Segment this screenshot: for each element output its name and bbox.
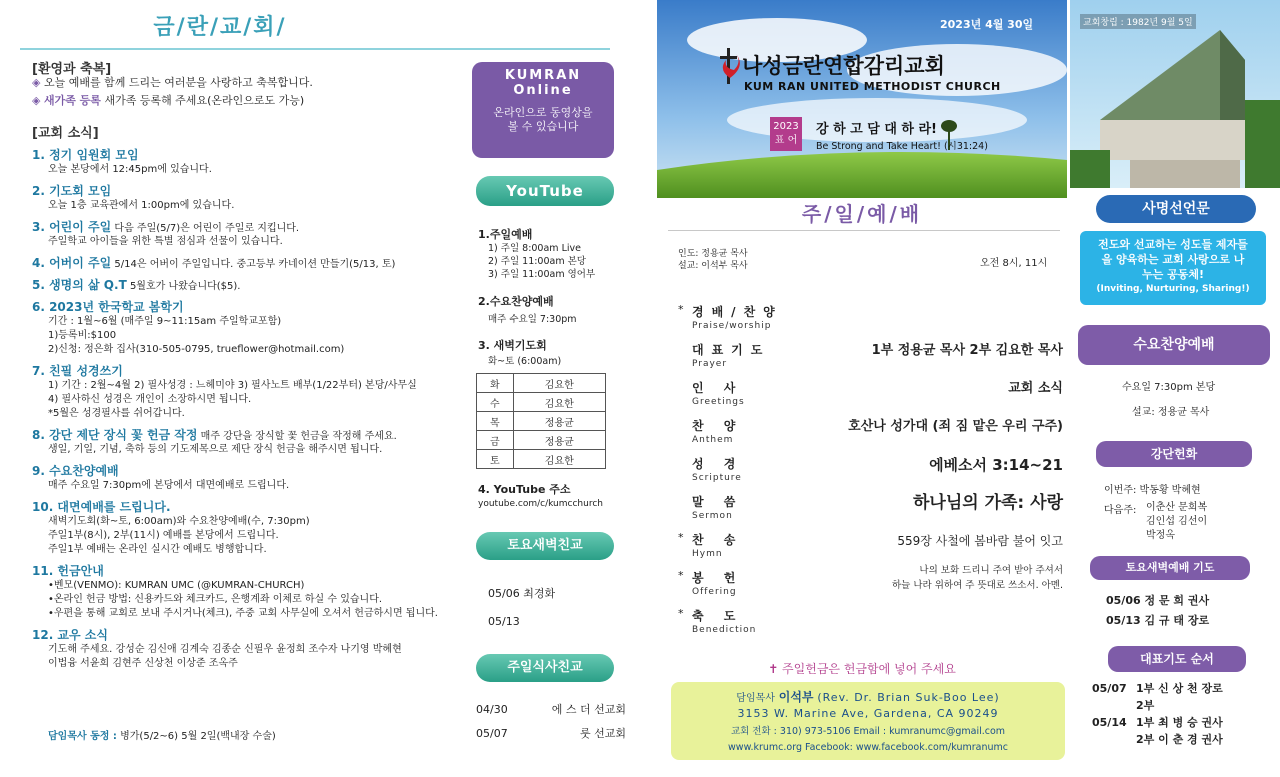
news-item-title bbox=[32, 254, 452, 271]
meal-fellowship-row bbox=[476, 722, 626, 746]
news-item-title bbox=[32, 276, 452, 293]
news-item-line: 1) 기간 : 2월~4월 2) 필사성경 : 느헤미야 3) 필사노트 배부(1/22부터) 본당/사무실 bbox=[48, 380, 417, 391]
motto-ko: 강 하 고 담 대 하 라! bbox=[816, 122, 937, 137]
duty-cell: 수 bbox=[477, 393, 514, 412]
news-item-line: 기도해 주세요. 강성순 김신애 김계숙 김종순 신필우 윤정희 조수자 나기영 박혜현 bbox=[48, 644, 402, 655]
duty-cell: 김요한 bbox=[513, 450, 605, 469]
footer-pastor-label: 담임목사 bbox=[736, 693, 775, 704]
liturgy-name-en: Offering bbox=[692, 587, 737, 597]
youtube-address bbox=[478, 481, 603, 509]
news-item-line: 주일학교 아이들을 위한 특별 점심과 선물이 있습니다. bbox=[48, 236, 283, 247]
wednesday-speaker: 설교: 정용균 목사 bbox=[1132, 407, 1210, 418]
news-item-heading: 10. 대면예배를 드립니다. bbox=[32, 500, 171, 514]
liturgy-name-ko: 말 씀 bbox=[692, 495, 744, 509]
news-item-title bbox=[32, 562, 452, 579]
welcome-line-2 bbox=[32, 94, 304, 108]
year-badge: 2023 표 어 bbox=[770, 117, 802, 151]
news-item-heading: 2. 기도회 모임 bbox=[32, 184, 112, 198]
flower-next-name: 이춘산 문희복 bbox=[1146, 502, 1208, 513]
mission-pill: 사명선언문 bbox=[1096, 195, 1256, 223]
liturgy-detail-line: 에베소서 3:14~21 bbox=[929, 456, 1063, 474]
online-text: 온라인으로 동영상을 볼 수 있습니다 bbox=[493, 106, 593, 133]
sunday-line: 1) 주일 8:00am Live bbox=[488, 243, 581, 254]
prayer-order-date bbox=[1092, 697, 1136, 714]
news-item-inline: 5월호가 나왔습니다($5). bbox=[126, 281, 241, 292]
liturgy-name-en: Benediction bbox=[692, 625, 757, 635]
welcome-text-1: 오늘 예배를 함께 드리는 여러분을 사랑하고 축복합니다. bbox=[43, 76, 313, 89]
wednesday-line: 매주 수요일 7:30pm bbox=[488, 314, 577, 325]
liturgy-name-ko: 찬 송 bbox=[692, 533, 744, 547]
mission-box bbox=[1080, 231, 1266, 305]
pastor-status-label: 담임목사 동정 : bbox=[48, 731, 117, 742]
saturday-fellowship-item: 05/13 bbox=[488, 615, 520, 628]
dawn-duty-table bbox=[476, 373, 606, 469]
duty-cell: 목 bbox=[477, 412, 514, 431]
liturgy-name-en: Praise/worship bbox=[692, 321, 772, 331]
prayer-order-row bbox=[1092, 680, 1272, 697]
bulletin-date: 2023년 4월 30일 bbox=[940, 18, 1034, 31]
duty-row bbox=[477, 412, 606, 431]
news-item-title bbox=[32, 498, 452, 515]
liturgy-row bbox=[678, 379, 1063, 417]
news-item-line: 기간 : 1월~6월 (매주일 9~11:15am 주일학교포함) bbox=[48, 316, 282, 327]
prayer-order-list bbox=[1092, 680, 1272, 748]
news-item bbox=[32, 362, 452, 421]
news-item bbox=[32, 146, 452, 177]
footer-pastor bbox=[671, 688, 1065, 705]
meal-group: 에 스 더 선교회 bbox=[551, 703, 626, 716]
welcome-bold: 새가족 등록 bbox=[43, 94, 101, 107]
news-item-line: 생일, 기일, 기념, 축하 등의 기도제목으로 제단 장식 헌금을 해주시면 됩니다. bbox=[48, 444, 383, 455]
liturgy-name-ko: 봉 헌 bbox=[692, 571, 744, 585]
sunday-line: 2) 주일 11:00am 본당 bbox=[488, 256, 586, 267]
liturgy-detail-line: 하나님의 가족: 사랑 bbox=[912, 493, 1063, 513]
news-item-title bbox=[32, 218, 452, 235]
prayer-order-date: 05/07 bbox=[1092, 682, 1127, 695]
liturgy-detail-line: 교회 소식 bbox=[1008, 381, 1063, 396]
footer-phone-email[interactable]: 교회 전화 : 310) 973-5106 Email : kumranumc@gmail.com bbox=[730, 726, 1006, 737]
mission-en: (Inviting, Nurturing, Sharing!) bbox=[1096, 284, 1250, 294]
welcome-heading: [환영과 축복] bbox=[32, 62, 112, 77]
news-item-inline: 5/14은 어버이 주일입니다. 중고등부 카네이션 만들기(5/13, 토) bbox=[111, 259, 396, 270]
news-item-title bbox=[32, 626, 452, 643]
liturgy-detail-line: 호산나 성가대 (죄 짐 맡은 우리 구주) bbox=[848, 419, 1063, 434]
liturgy-row bbox=[678, 341, 1063, 379]
news-item-line: *5월은 성경필사를 쉬어갑니다. bbox=[48, 408, 185, 419]
youtube-address-head: 4. YouTube 주소 bbox=[478, 483, 571, 496]
news-item-title bbox=[32, 298, 452, 315]
footer-pastor-name: 이석부 bbox=[778, 690, 814, 704]
news-item-heading: 9. 수요찬양예배 bbox=[32, 464, 119, 478]
prayer-order-row bbox=[1092, 714, 1272, 731]
news-item-line: •온라인 헌금 방법: 신용카드와 체크카드, 은행계좌 이체로 하실 수 있습니다. bbox=[48, 594, 383, 605]
news-list bbox=[32, 146, 452, 676]
duty-cell: 김요한 bbox=[513, 393, 605, 412]
liturgy-detail bbox=[913, 493, 1063, 513]
footer-address: 3153 W. Marine Ave, Gardena, CA 90249 bbox=[737, 707, 999, 720]
liturgy-detail-line: 1부 정용균 목사 2부 김요한 목사 bbox=[871, 343, 1063, 358]
worship-lead: 인도: 정용균 목사 bbox=[678, 249, 748, 259]
news-item-line: 주일1부(8시), 2부(11시) 예배를 본당에서 드립니다. bbox=[48, 530, 279, 541]
church-name-ko: 나성금란연합감리교회 bbox=[742, 54, 945, 78]
meal-fellowship-pill: 주일식사친교 bbox=[476, 654, 614, 682]
news-item-inline: 다음 주일(5/7)은 어린이 주일로 지킵니다. bbox=[111, 223, 300, 234]
cross-flame-logo bbox=[716, 48, 742, 88]
wednesday-time: 수요일 7:30pm 본당 bbox=[1122, 382, 1216, 393]
online-title: KUMRAN Online bbox=[504, 68, 582, 98]
news-item-line: 오늘 본당에서 12:45pm에 있습니다. bbox=[48, 164, 212, 175]
liturgy-detail-line: 559장 사철에 봄바람 불어 잇고 bbox=[897, 534, 1063, 548]
liturgy-detail-line: 하늘 나라 위하여 주 뜻대로 쓰소서. 아멘. bbox=[892, 580, 1063, 591]
saturday-fellowship-pill: 토요새벽친교 bbox=[476, 532, 614, 560]
meal-date: 04/30 bbox=[476, 703, 508, 716]
dawn-head: 3. 새벽기도회 bbox=[478, 339, 547, 352]
altar-flower-pill: 강단헌화 bbox=[1096, 441, 1252, 467]
prayer-order-date bbox=[1092, 731, 1136, 748]
sunday-lines bbox=[478, 242, 618, 281]
liturgy-detail bbox=[1008, 379, 1063, 399]
sunday-head: 1.주일예배 bbox=[478, 228, 533, 241]
liturgy-name-ko: 경배/찬양 bbox=[692, 305, 783, 319]
liturgy-detail-line: 나의 보화 드리니 주여 받아 주셔서 bbox=[919, 565, 1063, 576]
liturgy-star: * bbox=[678, 303, 684, 316]
news-item-line: 주일1부 예배는 온라인 실시간 예배도 병행합니다. bbox=[48, 544, 267, 555]
news-item-heading: 3. 어린이 주일 bbox=[32, 220, 112, 234]
news-item-heading: 8. 강단 제단 장식 꽃 헌금 작정 bbox=[32, 428, 198, 442]
duty-row bbox=[477, 374, 606, 393]
footer-pastor-en: (Rev. Dr. Brian Suk-Boo Lee) bbox=[817, 691, 1000, 704]
church-contact-footer bbox=[671, 682, 1065, 760]
news-item bbox=[32, 498, 452, 557]
news-item-line: 2)신청: 정은화 집사(310-505-0795, trueflower@hotmail.com) bbox=[48, 344, 345, 355]
duty-row bbox=[477, 393, 606, 412]
prayer-order-name: 2부 이 춘 경 권사 bbox=[1136, 733, 1223, 746]
liturgy-detail bbox=[892, 563, 1063, 593]
saturday-prayer-list bbox=[1106, 591, 1209, 631]
news-item-title bbox=[32, 362, 452, 379]
prayer-order-row bbox=[1092, 697, 1272, 714]
news-item-heading: 5. 생명의 삶 Q.T bbox=[32, 278, 127, 292]
meal-date: 05/07 bbox=[476, 727, 508, 740]
saturday-prayer-item: 05/13 김 규 태 장로 bbox=[1106, 614, 1210, 627]
page-title: 금/란/교/회/ bbox=[153, 15, 287, 40]
liturgy-name-en: Greetings bbox=[692, 397, 745, 407]
liturgy-detail bbox=[872, 341, 1063, 361]
news-item bbox=[32, 626, 452, 671]
news-item bbox=[32, 182, 452, 213]
church-name-en: KUM RAN UNITED METHODIST CHURCH bbox=[744, 80, 1001, 93]
liturgy-row bbox=[678, 607, 1063, 645]
liturgy-star: * bbox=[678, 569, 684, 582]
news-item-heading: 6. 2023년 한국학교 봄학기 bbox=[32, 300, 184, 314]
news-item-title bbox=[32, 426, 452, 443]
meal-fellowship-row bbox=[476, 698, 626, 722]
liturgy-detail bbox=[897, 531, 1063, 551]
wednesday-head: 2.수요찬양예배 bbox=[478, 295, 554, 308]
liturgy-row bbox=[678, 493, 1063, 531]
liturgy-name-ko: 대표기도 bbox=[692, 343, 771, 357]
liturgy-row bbox=[678, 455, 1063, 493]
prayer-order-pill: 대표기도 순서 bbox=[1108, 646, 1246, 672]
flower-next-label: 다음주: bbox=[1104, 505, 1137, 516]
duty-row bbox=[477, 450, 606, 469]
liturgy-name-ko: 축 도 bbox=[692, 609, 744, 623]
news-item-line: 1)등록비:$100 bbox=[48, 330, 117, 341]
worship-divider bbox=[668, 230, 1060, 231]
news-item bbox=[32, 218, 452, 249]
duty-cell: 화 bbox=[477, 374, 514, 393]
dawn-line: 화~토 (6:00am) bbox=[488, 356, 562, 367]
flower-next-name: 김인섭 김선이 bbox=[1146, 516, 1208, 527]
mission-text: 전도와 선교하는 성도들 제자들을 양육하는 교회 사랑으로 나누는 공동체! bbox=[1098, 238, 1248, 281]
diamond-bullet-icon: ◈ bbox=[32, 94, 41, 107]
pastor-status-text: 병가(5/2~6) 5월 2일(백내장 수술) bbox=[120, 731, 276, 742]
liturgy-name-ko: 찬 양 bbox=[692, 419, 744, 433]
liturgy-row bbox=[678, 417, 1063, 455]
liturgy-name-ko: 성 경 bbox=[692, 457, 744, 471]
pastor-status bbox=[48, 730, 276, 744]
flower-this-week: 이번주: 박동황 박혜현 bbox=[1104, 485, 1201, 496]
welcome-line-1 bbox=[32, 76, 313, 90]
welcome-text-2: 새가족 등록해 주세요(온라인으로도 가능) bbox=[104, 94, 305, 107]
news-item-title bbox=[32, 146, 452, 163]
saturday-fellowship-list bbox=[488, 580, 555, 636]
news-item-line: •우편을 통해 교회로 보내 주시거나(체크), 주중 교회 사무실에 오셔서 헌금하시면 됩니다. bbox=[48, 608, 438, 619]
liturgy-star: * bbox=[678, 531, 684, 544]
liturgy-row bbox=[678, 303, 1063, 341]
founded-date: 교회창립 : 1982년 9월 5일 bbox=[1080, 14, 1196, 29]
meal-group: 룻 선교회 bbox=[579, 727, 626, 740]
worship-leaders bbox=[678, 248, 748, 272]
offering-note: ✝ 주일헌금은 헌금함에 넣어 주세요 bbox=[768, 662, 956, 676]
youtube-pill[interactable]: YouTube bbox=[476, 176, 614, 206]
news-item-line: 새벽기도회(화~토, 6:00am)와 수요찬양예배(수, 7:30pm) bbox=[48, 516, 310, 527]
news-item-line: 매주 수요일 7:30pm에 본당에서 대면예배로 드립니다. bbox=[48, 480, 290, 491]
liturgy-name-ko: 인 사 bbox=[692, 381, 744, 395]
motto-en: Be Strong and Take Heart! (시31:24) bbox=[816, 141, 988, 152]
worship-title: 주/일/예/배 bbox=[801, 202, 923, 226]
news-item-line: •벤모(VENMO): KUMRAN UMC (@KUMRAN-CHURCH) bbox=[48, 580, 305, 591]
sunday-line: 3) 주일 11:00am 영어부 bbox=[488, 269, 596, 280]
news-item-heading: 11. 헌금안내 bbox=[32, 564, 104, 578]
duty-cell: 김요한 bbox=[513, 374, 605, 393]
news-item-line: 이법융 서윤희 김현주 신상천 이상준 조옥주 bbox=[48, 658, 238, 669]
worship-time: 오전 8시, 11시 bbox=[980, 258, 1048, 269]
saturday-prayer-pill: 토요새벽예배 기도 bbox=[1090, 556, 1250, 580]
liturgy-name-en: Prayer bbox=[692, 359, 728, 369]
news-heading: [교회 소식] bbox=[32, 126, 99, 141]
prayer-order-name: 1부 신 상 천 장로 bbox=[1136, 682, 1223, 695]
flower-next-name: 박정옥 bbox=[1146, 530, 1175, 541]
news-item-heading: 4. 어버이 주일 bbox=[32, 256, 112, 270]
title-divider bbox=[20, 48, 610, 50]
liturgy-list bbox=[678, 303, 1063, 645]
meal-fellowship-list bbox=[476, 698, 626, 746]
liturgy-row bbox=[678, 565, 1063, 607]
diamond-bullet-icon: ◈ bbox=[32, 76, 41, 89]
news-item bbox=[32, 276, 452, 293]
liturgy-name-en: Hymn bbox=[692, 549, 723, 559]
news-item bbox=[32, 298, 452, 357]
news-item bbox=[32, 562, 452, 621]
duty-cell: 정용균 bbox=[513, 431, 605, 450]
service-info bbox=[478, 226, 618, 367]
duty-cell: 금 bbox=[477, 431, 514, 450]
news-item-heading: 12. 교우 소식 bbox=[32, 628, 108, 642]
youtube-url[interactable]: youtube.com/c/kumcchurch bbox=[478, 499, 603, 509]
liturgy-detail bbox=[929, 455, 1063, 475]
news-item bbox=[32, 426, 452, 457]
news-item bbox=[32, 254, 452, 271]
news-item-inline: 매주 강단을 장식할 꽃 헌금을 작정해 주세요. bbox=[197, 431, 397, 442]
prayer-order-row bbox=[1092, 731, 1272, 748]
worship-preacher: 설교: 이석부 목사 bbox=[678, 261, 748, 271]
duty-row bbox=[477, 431, 606, 450]
saturday-fellowship-item: 05/06 최경화 bbox=[488, 587, 556, 600]
flower-next-list bbox=[1146, 501, 1207, 543]
liturgy-star: * bbox=[678, 607, 684, 620]
prayer-order-name: 1부 최 병 승 권사 bbox=[1136, 716, 1223, 729]
liturgy-name-en: Scripture bbox=[692, 473, 742, 483]
saturday-prayer-item: 05/06 정 문 희 권사 bbox=[1106, 594, 1210, 607]
news-item-title bbox=[32, 462, 452, 479]
liturgy-name-en: Sermon bbox=[692, 511, 733, 521]
prayer-order-name: 2부 bbox=[1136, 699, 1155, 712]
duty-cell: 토 bbox=[477, 450, 514, 469]
liturgy-name-en: Anthem bbox=[692, 435, 734, 445]
news-item-line: 오늘 1층 교육관에서 1:00pm에 있습니다. bbox=[48, 200, 235, 211]
online-box bbox=[472, 62, 614, 158]
liturgy-detail bbox=[848, 417, 1063, 437]
news-item bbox=[32, 462, 452, 493]
prayer-order-date: 05/14 bbox=[1092, 716, 1127, 729]
news-item-line: 4) 필사하신 성경은 개인이 소장하시면 됩니다. bbox=[48, 394, 252, 405]
footer-website[interactable]: www.krumc.org Facebook: www.facebook.com/kumranumc bbox=[728, 742, 1008, 753]
duty-cell: 정용균 bbox=[513, 412, 605, 431]
news-item-heading: 7. 친필 성경쓰기 bbox=[32, 364, 123, 378]
news-item-heading: 1. 정기 임원회 모임 bbox=[32, 148, 139, 162]
news-item-title bbox=[32, 182, 452, 199]
wednesday-service-pill: 수요찬양예배 bbox=[1078, 325, 1270, 365]
